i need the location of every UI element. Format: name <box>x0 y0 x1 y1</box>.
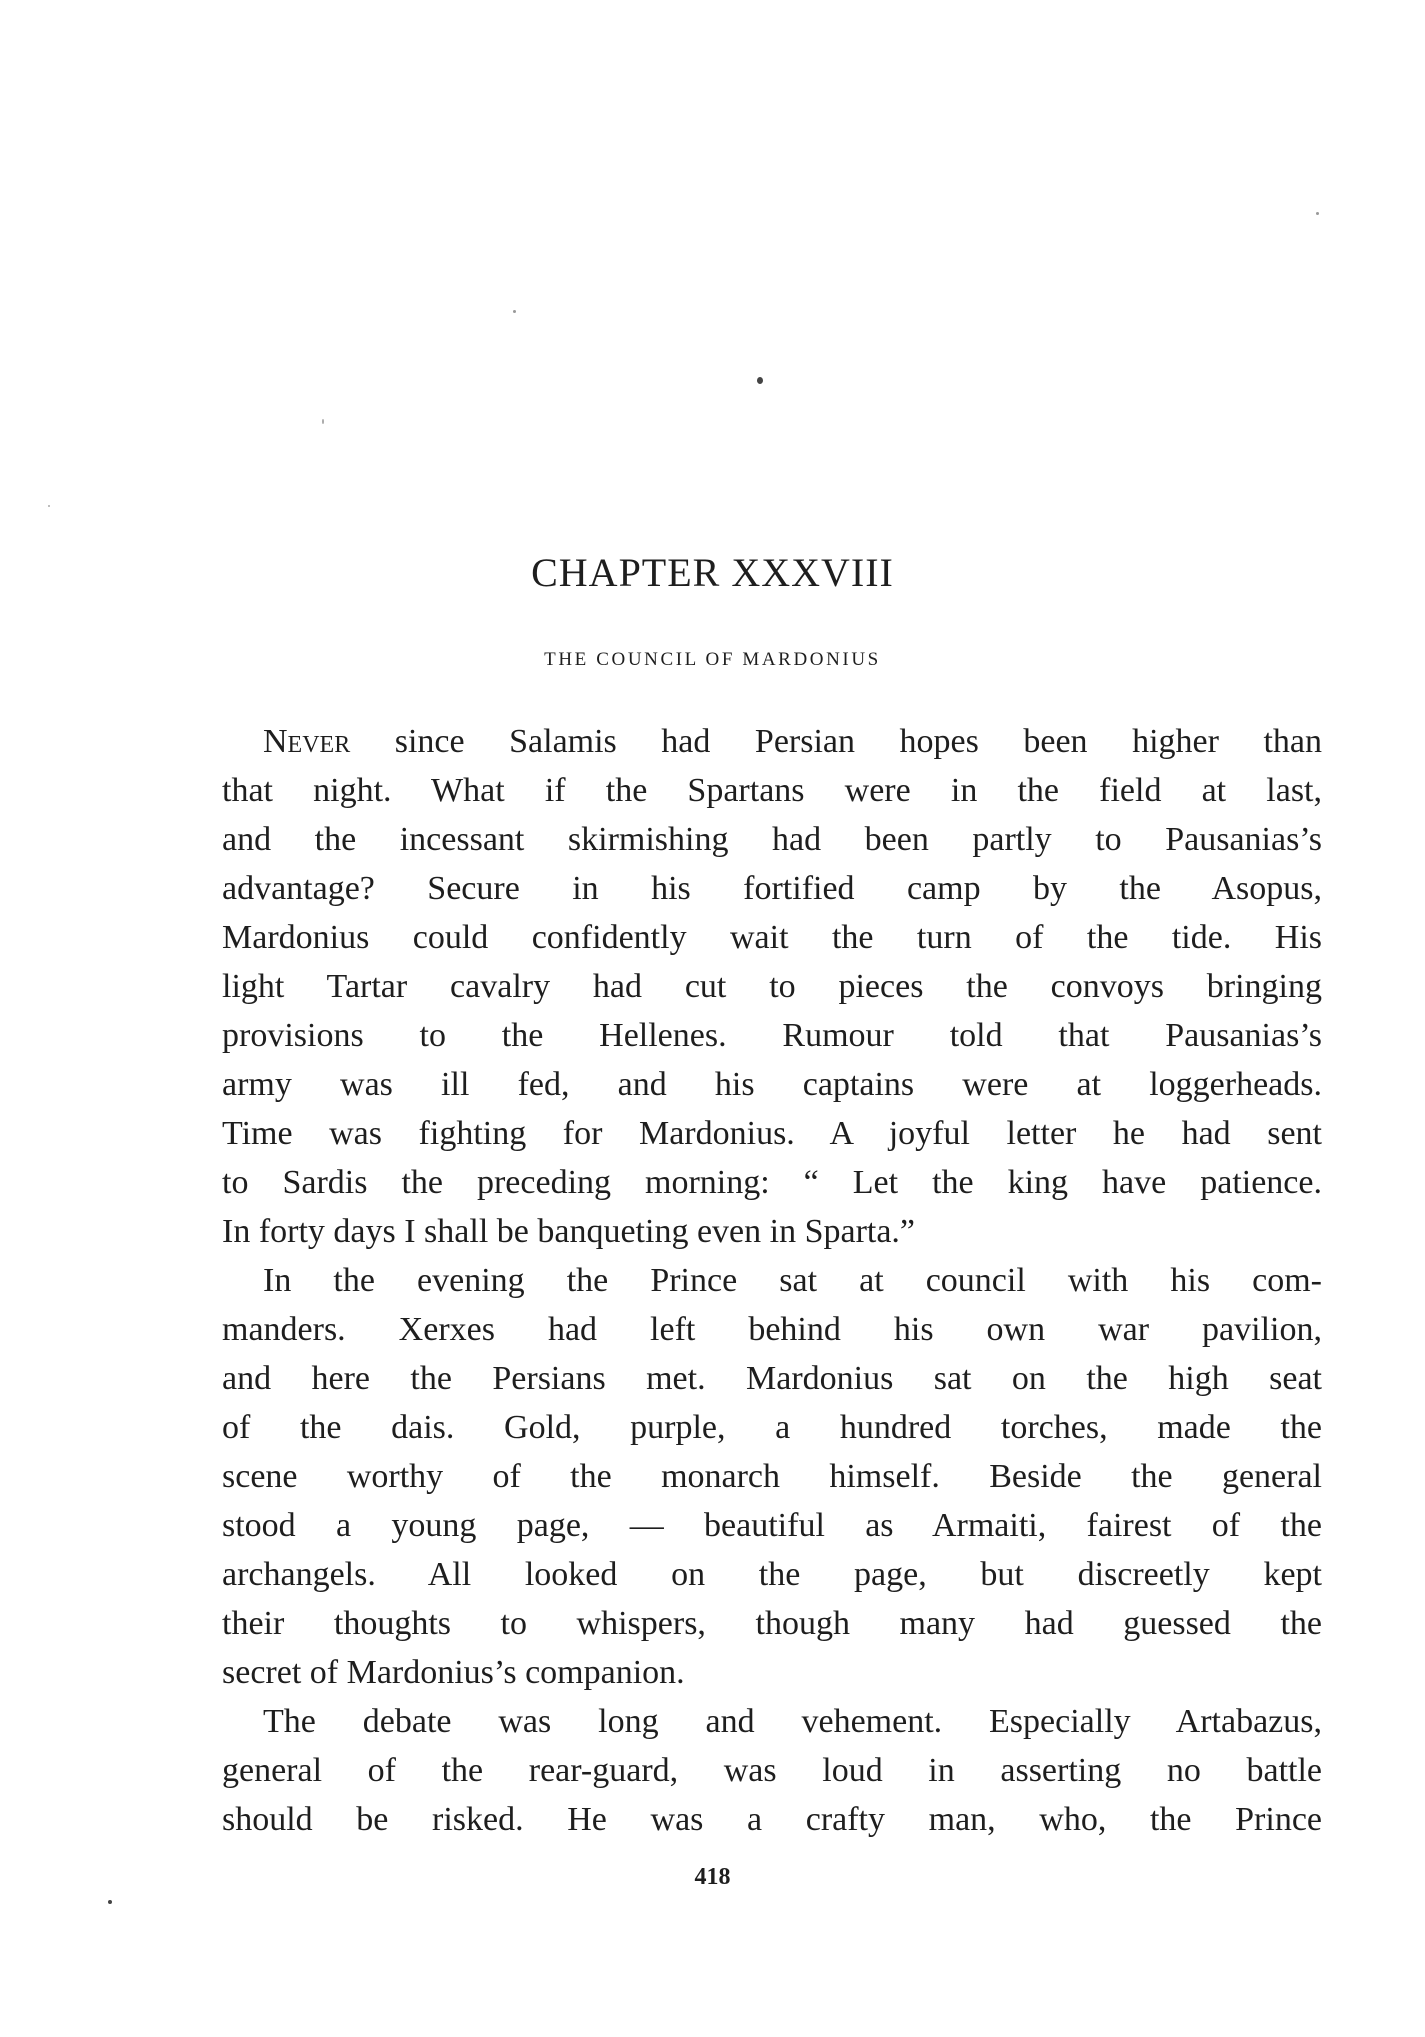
text-line: should be risked. He was a crafty man, who, the Prince <box>222 1801 1322 1838</box>
text-line: advantage? Secure in his fortified camp by the Asopus, <box>222 870 1322 907</box>
text-line: army was ill fed, and his captains were at loggerheads. <box>222 1066 1322 1103</box>
paragraph <box>222 1697 1322 1844</box>
scan-speck <box>48 505 50 507</box>
scan-speck <box>108 1900 112 1904</box>
text-line: and here the Persians met. Mardonius sat on the high seat <box>222 1360 1322 1397</box>
text-line: Time was fighting for Mardonius. A joyful letter he had sent <box>222 1115 1322 1152</box>
scan-speck <box>513 310 516 313</box>
text-line: In the evening the Prince sat at council with his com- <box>263 1262 1322 1299</box>
text-line: and the incessant skirmishing had been partly to Pausanias’s <box>222 821 1322 858</box>
text-line: to Sardis the preceding morning: “ Let the king have patience. <box>222 1164 1322 1201</box>
paragraph <box>222 717 1322 1256</box>
scan-speck <box>1316 212 1319 215</box>
text-line: Never since Salamis had Persian hopes been higher than <box>263 723 1322 760</box>
text-line: manders. Xerxes had left behind his own war pavilion, <box>222 1311 1322 1348</box>
text-line: The debate was long and vehement. Especially Artabazus, <box>263 1703 1322 1740</box>
text-line: light Tartar cavalry had cut to pieces the convoys bringing <box>222 968 1322 1005</box>
text-line: stood a young page, — beautiful as Armaiti, fairest of the <box>222 1507 1322 1544</box>
text-line: Mardonius could confidently wait the turn of the tide. His <box>222 919 1322 956</box>
scan-speck <box>757 377 763 384</box>
scan-speck <box>322 419 324 424</box>
text-line: secret of Mardonius’s companion. <box>222 1654 685 1691</box>
paragraph <box>222 1256 1322 1697</box>
text-line: that night. What if the Spartans were in the field at last, <box>222 772 1322 809</box>
text-line: of the dais. Gold, purple, a hundred torches, made the <box>222 1409 1322 1446</box>
body-text <box>222 717 1322 1844</box>
chapter-subtitle: THE COUNCIL OF MARDONIUS <box>544 649 881 670</box>
text-line: scene worthy of the monarch himself. Beside the general <box>222 1458 1322 1495</box>
text-line: archangels. All looked on the page, but discreetly kept <box>222 1556 1322 1593</box>
text-line: In forty days I shall be banqueting even in Sparta.” <box>222 1213 916 1250</box>
chapter-title: CHAPTER XXXVIII <box>531 550 894 595</box>
page-number: 418 <box>694 1864 731 1890</box>
text-line: their thoughts to whispers, though many had guessed the <box>222 1605 1322 1642</box>
text-line: general of the rear-guard, was loud in asserting no battle <box>222 1752 1322 1789</box>
drop-word: Never <box>263 723 351 760</box>
text-line: provisions to the Hellenes. Rumour told that Pausanias’s <box>222 1017 1322 1054</box>
